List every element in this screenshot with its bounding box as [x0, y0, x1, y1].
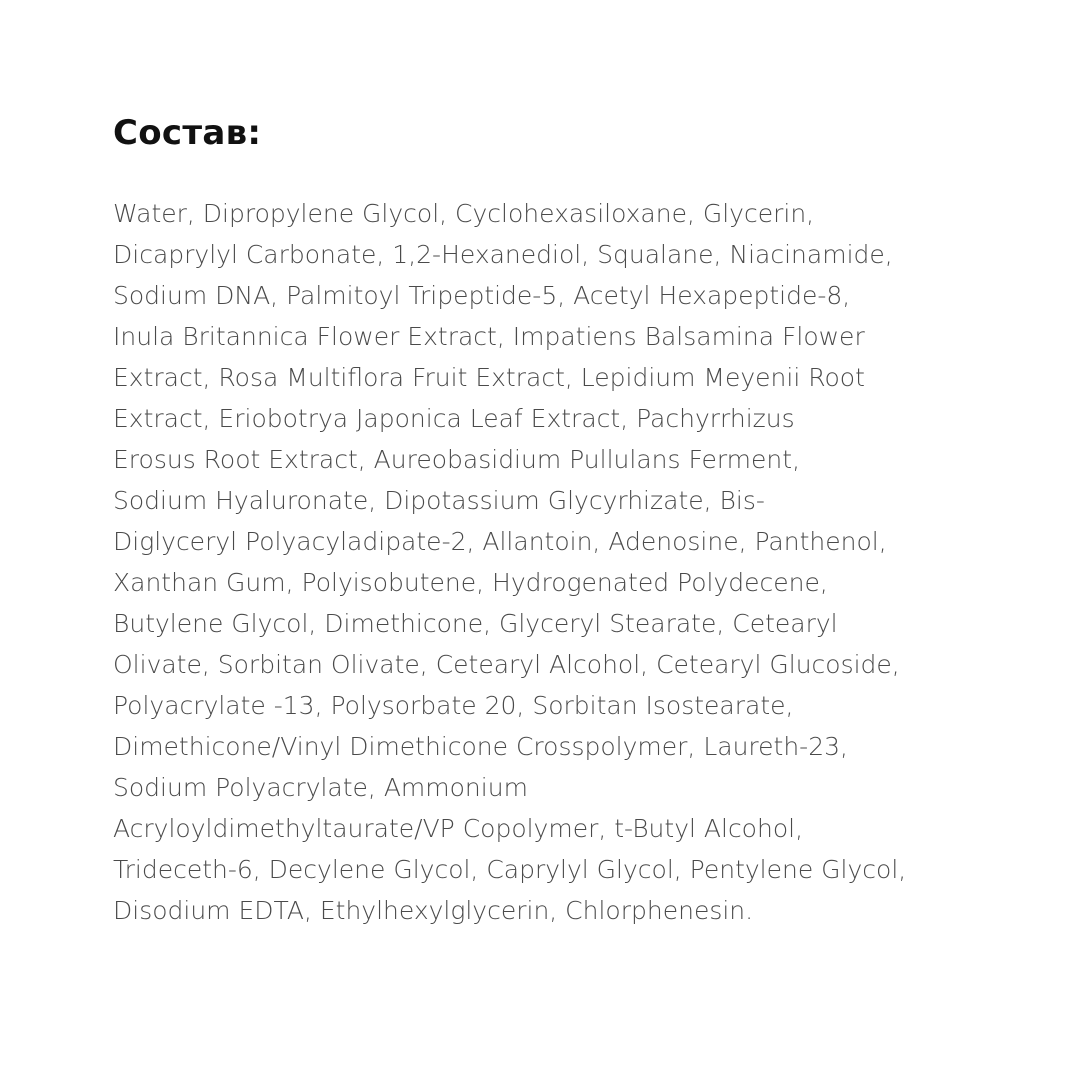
ingredient-line: Extract, Rosa Multiflora Fruit Extract, Lepidium Meyenii Root	[113, 363, 865, 392]
ingredient-line: Polyacrylate -13, Polysorbate 20, Sorbitan Isostearate,	[113, 691, 794, 720]
ingredient-line: Sodium DNA, Palmitoyl Tripeptide-5, Acetyl Hexapeptide-8,	[113, 281, 851, 310]
ingredient-line: Sodium Polyacrylate, Ammonium	[113, 773, 528, 802]
ingredient-line: Acryloyldimethyltaurate/VP Copolymer, t-Butyl Alcohol,	[113, 814, 804, 843]
ingredient-line: Disodium EDTA, Ethylhexylglycerin, Chlorphenesin.	[113, 896, 754, 925]
ingredient-line: Butylene Glycol, Dimethicone, Glyceryl Stearate, Cetearyl	[113, 609, 838, 638]
ingredient-line: Dimethicone/Vinyl Dimethicone Crosspolymer, Laureth-23,	[113, 732, 848, 761]
composition-heading: Состав:	[113, 113, 262, 153]
ingredient-line: Trideceth-6, Decylene Glycol, Caprylyl Glycol, Pentylene Glycol,	[113, 855, 907, 884]
ingredient-line: Xanthan Gum, Polyisobutene, Hydrogenated Polydecene,	[113, 568, 828, 597]
ingredient-line: Sodium Hyaluronate, Dipotassium Glycyrhizate, Bis-	[113, 486, 765, 515]
ingredients-list	[113, 193, 993, 931]
ingredient-line: Erosus Root Extract, Aureobasidium Pullulans Ferment,	[113, 445, 801, 474]
ingredient-line: Olivate, Sorbitan Olivate, Cetearyl Alcohol, Cetearyl Glucoside,	[113, 650, 900, 679]
ingredient-line: Diglyceryl Polyacyladipate-2, Allantoin, Adenosine, Panthenol,	[113, 527, 887, 556]
ingredient-line: Water, Dipropylene Glycol, Cyclohexasiloxane, Glycerin,	[113, 199, 815, 228]
ingredient-line: Extract, Eriobotrya Japonica Leaf Extract, Pachyrrhizus	[113, 404, 795, 433]
ingredient-line: Inula Britannica Flower Extract, Impatiens Balsamina Flower	[113, 322, 865, 351]
ingredient-line: Dicaprylyl Carbonate, 1,2-Hexanediol, Squalane, Niacinamide,	[113, 240, 893, 269]
